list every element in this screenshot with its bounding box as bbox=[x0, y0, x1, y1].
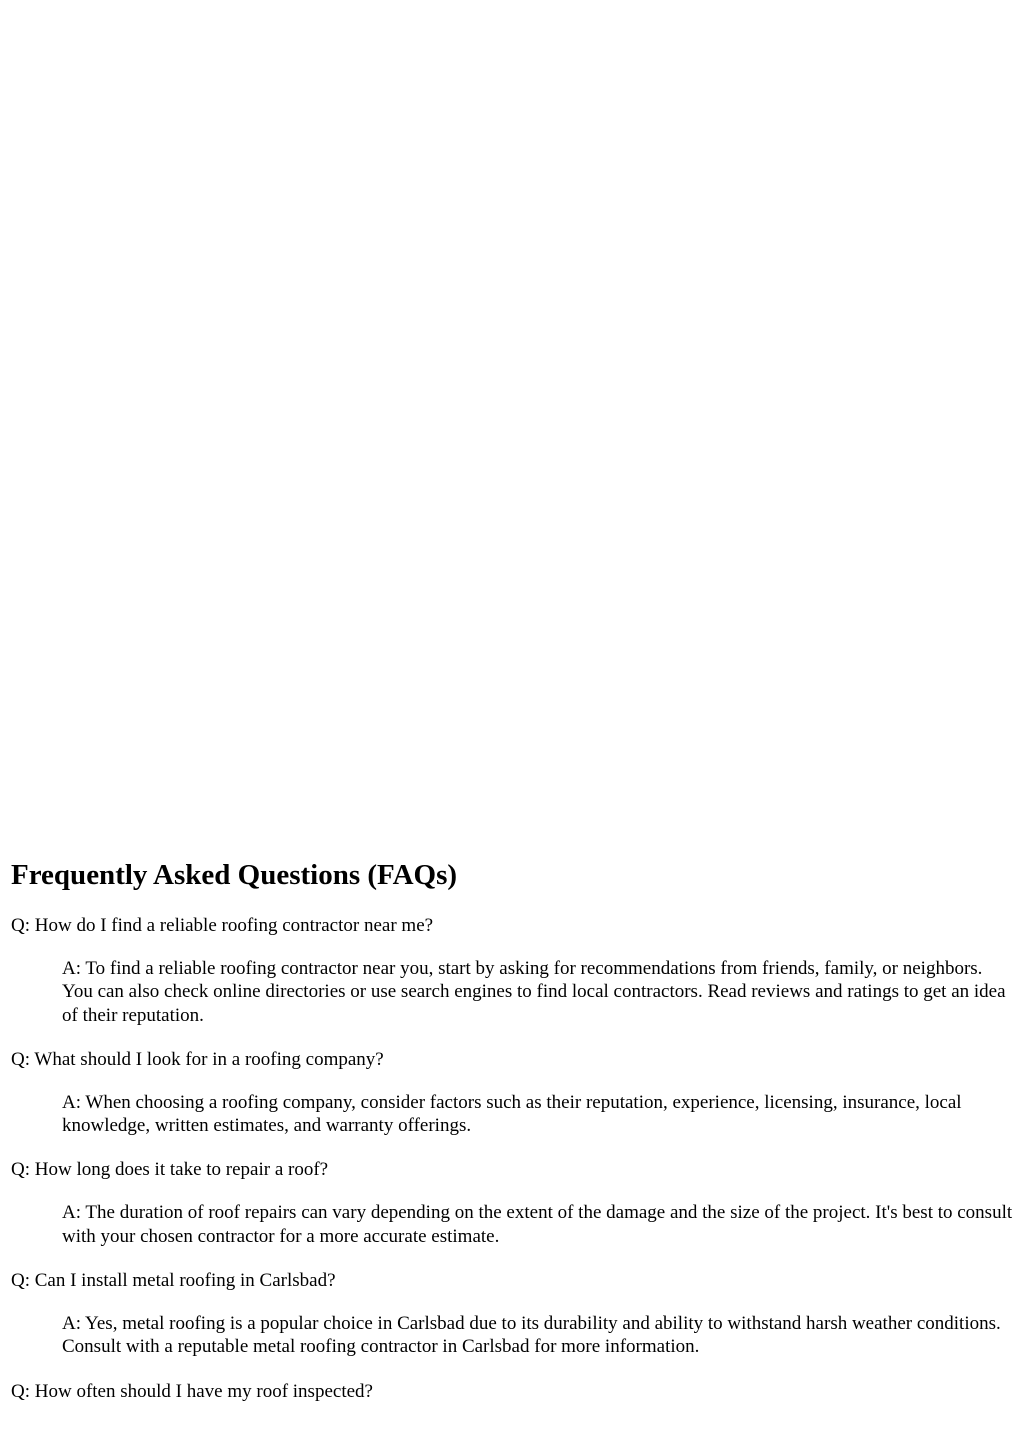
faq-answer-3: A: The duration of roof repairs can vary depending on the extent of the damage and the size of the project. It's best to consult with your chosen contractor for a more accurate estimate. bbox=[62, 1202, 1013, 1247]
faq-title: Frequently Asked Questions (FAQs) bbox=[11, 859, 458, 891]
faq-question-1: Q: How do I find a reliable roofing contractor near me? bbox=[11, 915, 434, 936]
faq-question-3: Q: How long does it take to repair a roof? bbox=[11, 1159, 329, 1181]
faq-answer-1: A: To find a reliable roofing contractor near you, start by asking for recommendations from friends, family, or neighbors. You can also check online directories or use search engines to find local contractors. Read reviews and ratings to get an idea of their reputation. bbox=[62, 958, 1006, 1026]
faq-question-5: Q: How often should I have my roof inspected? bbox=[11, 1380, 373, 1402]
faq-answer-2: A: When choosing a roofing company, consider factors such as their reputation, experience, licensing, insurance, local knowledge, written estimates, and warranty offerings. bbox=[62, 1091, 962, 1137]
faq-answer-4: A: Yes, metal roofing is a popular choice in Carlsbad due to its durability and ability to withstand harsh weather conditions. Consult with a reputable metal roofing contractor in Carlsbad for more information. bbox=[62, 1313, 1001, 1358]
faq-list bbox=[11, 914, 1014, 1403]
faq-section bbox=[11, 858, 1014, 1403]
faq-question-4: Q: Can I install metal roofing in Carlsbad? bbox=[11, 1270, 336, 1292]
faq-question-2: Q: What should I look for in a roofing company? bbox=[11, 1048, 384, 1070]
